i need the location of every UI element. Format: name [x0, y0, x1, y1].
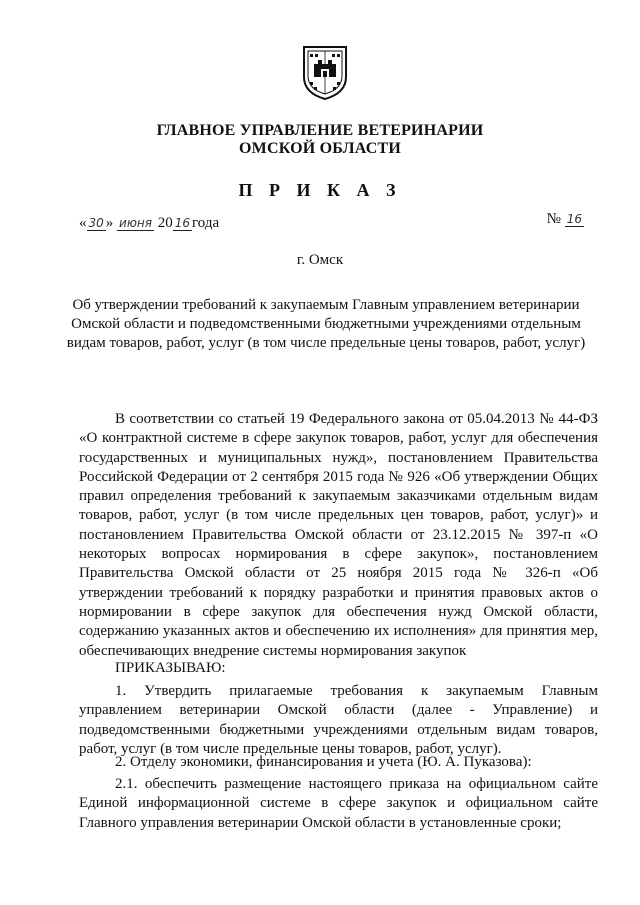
document-subject: Об утверждении требований к закупаемым Главным управлением ветеринарии Омской области и подведомственными бюджетными учреждениями отдельным видам товаров, работ, услуг (в том числе предельные цены товаров, работ, услуг) — [66, 297, 586, 351]
coat-of-arms-emblem — [301, 43, 349, 101]
order-item-2-1: 2.1. обеспечить размещение настоящего приказа на официальном сайте Единой информационной системе в сфере закупок и официальном сайте Главного управления ветеринарии Омской области в установленные сроки; — [79, 776, 598, 831]
date-year-prefix: 20 — [157, 215, 173, 231]
org-name-line2: ОМСКОЙ ОБЛАСТИ — [239, 140, 401, 157]
document-type: П Р И К А З — [238, 180, 402, 200]
order-item-2: 2. Отделу экономики, финансирования и учета (Ю. А. Пуказова): — [115, 754, 532, 770]
order-keyword: ПРИКАЗЫВАЮ: — [115, 660, 226, 676]
number-value: 16 — [566, 212, 582, 226]
document-city: г. Омск — [296, 252, 344, 268]
date-day: 30 — [88, 216, 104, 230]
date-month: июня — [119, 216, 152, 230]
number-label: № — [546, 211, 561, 227]
document-number — [547, 211, 584, 228]
org-name-line1: ГЛАВНОЕ УПРАВЛЕНИЕ ВЕТЕРИНАРИИ — [156, 122, 484, 139]
date-open-quote: « — [79, 215, 87, 231]
preamble-paragraph: В соответствии со статьей 19 Федерального закона от 05.04.2013 № 44-ФЗ «О контрактной системе в сфере закупок товаров, работ, услуг для обеспечения государственных и муниципальных нужд», постановлением Правительства Российской Федерации от 2 сентября 2015 года № 926 «Об утверждении Общих правил определения требований к закупаемым заказчиками отдельным видам товаров, работ, услуг (в том числе предельных цен товаров, работ, услуг)» и постановлением Правительства Омской области от 23.12.2015 № 397-п «О некоторых вопросах нормирования в сфере закупок», постановлением Правительства Омской области от 25 ноября 2015 года № 326-п «Об утверждении требований к порядку разработки и принятия правовых актов о нормировании в сфере закупок для обеспечения нужд Омской области, содержанию указанных актов и обеспечению их исполнения» для принятия мер, обеспечивающих внедрение системы нормирования закупок — [79, 411, 598, 659]
date-close-quote: » — [105, 215, 114, 231]
date-year-word: года — [192, 215, 220, 231]
date-year-suffix: 16 — [174, 216, 191, 230]
document-date — [79, 215, 219, 232]
order-item-1: 1. Утвердить прилагаемые требования к закупаемым Главным управлением ветеринарии Омской области (далее - Управление) и подведомственными бюджетными учреждениями отдельным видам товаров, работ, услуг (в том числе предельные цены товаров, работ, услуг). — [79, 683, 598, 757]
